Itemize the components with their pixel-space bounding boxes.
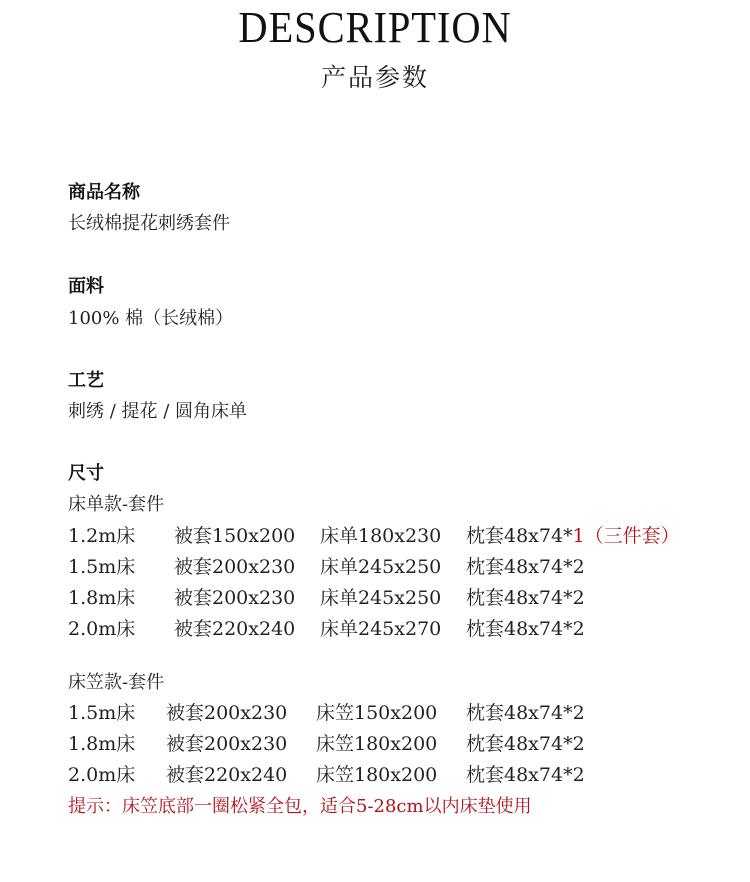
duvet-size: 被套150x200 (174, 525, 296, 547)
product-name-label: 商品名称 (68, 182, 140, 203)
sheet-size: 床单245x250 (320, 587, 442, 609)
fitted-sheet-size: 床笠180x200 (316, 764, 438, 786)
page-subtitle: 产品参数 (320, 63, 429, 92)
pillowcase-size: 枕套48x74*2 (466, 618, 585, 640)
duvet-size: 被套200x230 (174, 587, 296, 609)
bed-size: 1.5m床 (68, 556, 136, 578)
size-label: 尺寸 (68, 463, 104, 484)
bed-size: 2.0m床 (68, 764, 136, 786)
sheet-size: 床单245x250 (320, 556, 442, 578)
bed-size: 1.2m床 (68, 525, 136, 547)
pillowcase-qty: 2 (572, 556, 585, 578)
fitted-sheet-size: 床笠150x200 (316, 702, 438, 724)
duvet-size: 被套200x230 (166, 733, 288, 755)
pillowcase-qty: 2 (572, 587, 585, 609)
set-note: （三件套） (584, 525, 680, 547)
duvet-size: 被套220x240 (174, 618, 296, 640)
fabric-label: 面料 (68, 276, 104, 297)
bed-size: 2.0m床 (68, 618, 136, 640)
craft-label: 工艺 (68, 370, 104, 391)
pillowcase-size: 枕套48x74*2 (466, 556, 585, 578)
craft-value: 刺绣 / 提花 / 圆角床单 (68, 401, 248, 422)
bed-size: 1.8m床 (68, 733, 136, 755)
page-title: DESCRIPTION (238, 3, 512, 52)
pillowcase-size: 枕套48x74*2 (466, 764, 585, 786)
duvet-size: 被套200x230 (166, 702, 288, 724)
pillowcase-qty: 1 (572, 525, 585, 547)
pillowcase-size: 枕套48x74*1（三件套） (466, 525, 680, 547)
pillowcase-size: 枕套48x74*2 (466, 702, 585, 724)
pillowcase-size: 枕套48x74*2 (466, 587, 585, 609)
pillowcase-size: 枕套48x74*2 (466, 733, 585, 755)
sheet-size: 床单180x230 (320, 525, 442, 547)
pillowcase-qty: 2 (572, 618, 585, 640)
duvet-size: 被套220x240 (166, 764, 288, 786)
fitted-sheet-section-title: 床笠款-套件 (68, 672, 165, 693)
fitted-sheet-tip: 提示：床笠底部一圈松紧全包，适合5-28cm以内床垫使用 (68, 796, 532, 817)
fabric-value: 100% 棉（长绒棉） (68, 308, 234, 329)
product-name-value: 长绒棉提花刺绣套件 (68, 213, 230, 234)
sheet-size: 床单245x270 (320, 618, 442, 640)
fitted-sheet-size: 床笠180x200 (316, 733, 438, 755)
bed-size: 1.5m床 (68, 702, 136, 724)
duvet-size: 被套200x230 (174, 556, 296, 578)
flat-sheet-section-title: 床单款-套件 (68, 494, 165, 515)
bed-size: 1.8m床 (68, 587, 136, 609)
